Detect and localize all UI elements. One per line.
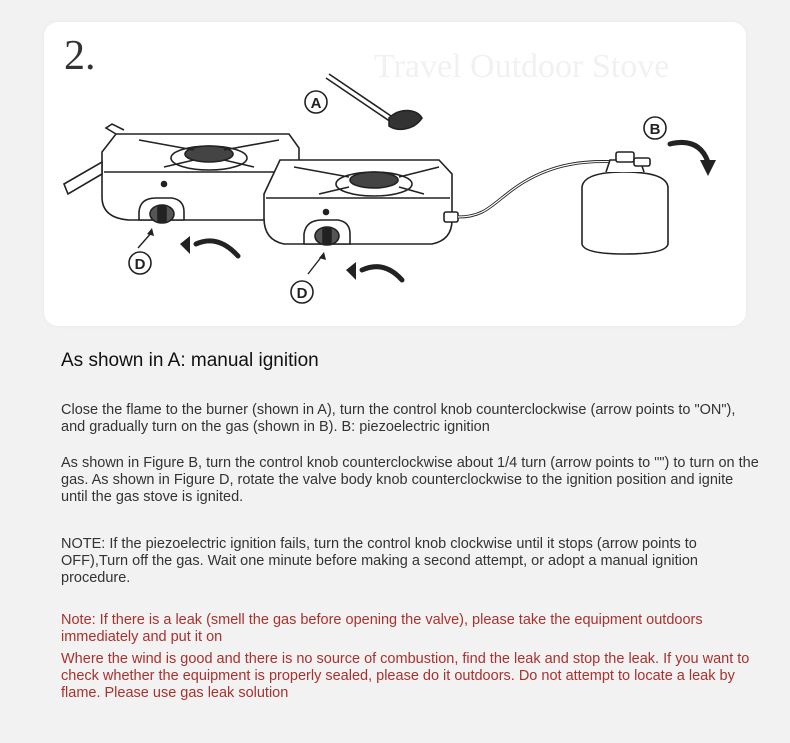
label-d-left <box>129 252 151 274</box>
section-heading: As shown in A: manual ignition <box>61 350 319 371</box>
svg-text:D: D <box>134 256 146 273</box>
note-paragraph: NOTE: If the piezoelectric ignition fails, turn the control knob clockwise until it stops (arrow points to OFF),Turn off the gas. Wait one minute before making a second attempt, or adopt a manual ignition procedure. <box>61 536 698 586</box>
svg-text:B: B <box>649 121 661 138</box>
watermark-text: Travel Outdoor Stove <box>374 48 670 85</box>
leak-warning: Note: If there is a leak (smell the gas before opening the valve), please take the equipment outdoors immediately and put it on <box>61 612 703 645</box>
rotate-arrow-left <box>196 241 238 256</box>
right-stove <box>264 160 458 245</box>
label-d-right <box>291 281 313 303</box>
gas-canister <box>582 152 668 254</box>
stove-illustration <box>44 22 746 326</box>
leak-warning-detail: Where the wind is good and there is no source of combustion, find the leak and stop the leak. If you want to check whether the equipment is properly sealed, please do it outdoors. Do not attempt to locate a leak by flame. Please use gas leak solution <box>61 651 750 701</box>
rotate-arrow-canister <box>670 142 708 162</box>
illustration-card <box>44 22 746 326</box>
step-number: 2. <box>64 33 96 79</box>
svg-text:D: D <box>296 285 308 302</box>
instruction-paragraph: As shown in Figure B, turn the control knob counterclockwise about 1/4 turn (arrow points to "") to turn on the gas. As shown in Figure D, rotate the valve body knob counterclockwise to the ignition position and ignite until the gas stove is ignited. <box>61 455 759 505</box>
instruction-paragraph: Close the flame to the burner (shown in A), turn the control knob counterclockwise (arrow points to "ON"), and gradually turn on the gas (shown in B). B: piezoelectric ignition <box>61 402 736 435</box>
label-a <box>305 91 327 113</box>
label-b <box>644 117 666 139</box>
rotate-arrow-right <box>362 267 402 280</box>
svg-text:A: A <box>310 95 322 112</box>
